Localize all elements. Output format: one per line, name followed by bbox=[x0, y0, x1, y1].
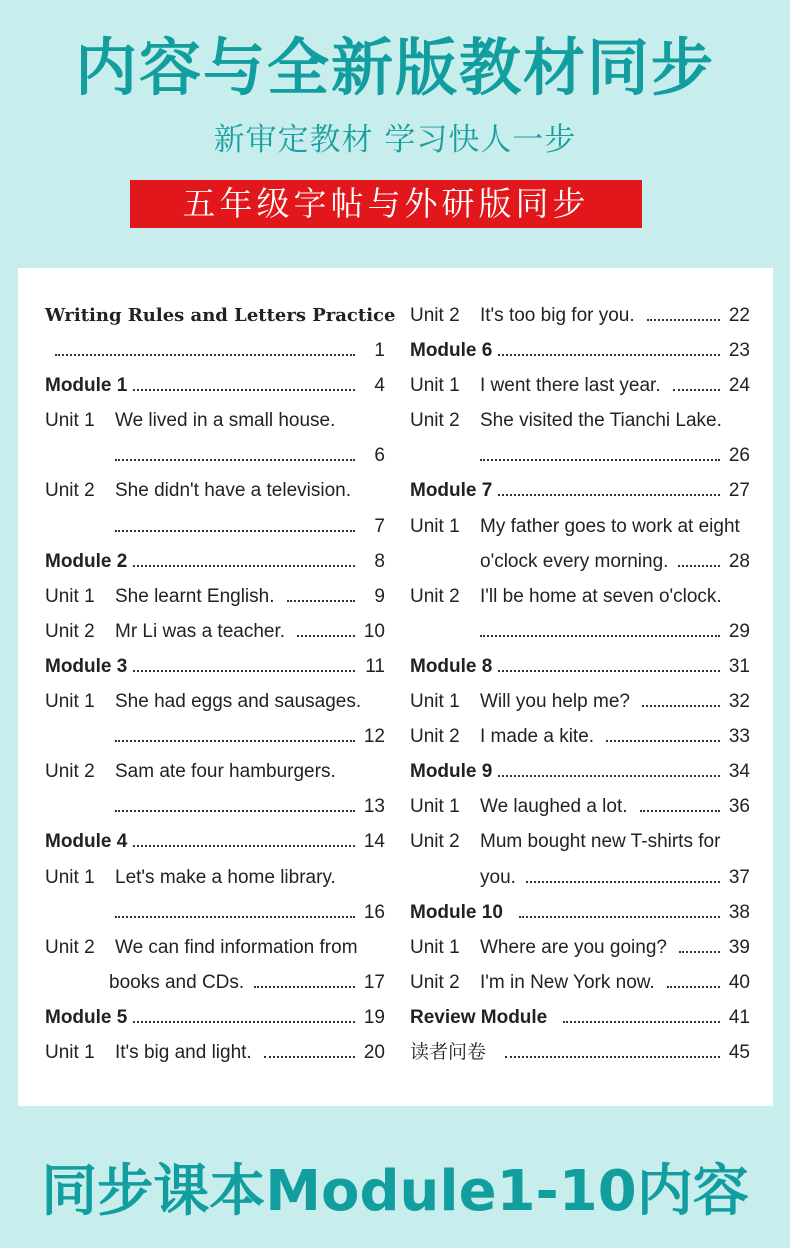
toc-entry bbox=[45, 333, 385, 368]
page-number: 7 bbox=[374, 515, 385, 537]
toc-entry bbox=[410, 368, 750, 403]
unit-label: Unit 1 bbox=[45, 585, 95, 607]
page-number: 6 bbox=[374, 445, 385, 467]
toc-entry bbox=[45, 509, 385, 544]
unit-label: Unit 2 bbox=[410, 726, 460, 748]
page-subtitle: 新审定教材 学习快人一步 bbox=[213, 122, 577, 158]
footer-slogan: 同步课本Module1-10内容 bbox=[41, 1159, 749, 1224]
unit-label: Unit 1 bbox=[410, 936, 460, 958]
page-number: 19 bbox=[363, 1006, 385, 1028]
dot-leader bbox=[115, 530, 355, 532]
dot-leader bbox=[678, 565, 720, 567]
unit-label: Unit 2 bbox=[45, 761, 95, 783]
dot-leader bbox=[679, 951, 720, 953]
toc-left-column bbox=[45, 298, 396, 1070]
unit-title-continued: o'clock every morning. bbox=[480, 550, 669, 572]
toc-entry bbox=[45, 860, 385, 895]
page-number: 27 bbox=[728, 480, 750, 502]
grade-banner: 五年级字帖与外研版同步 bbox=[130, 180, 642, 228]
page-number: 16 bbox=[363, 901, 385, 923]
module-label: Review Module bbox=[410, 1006, 548, 1028]
dot-leader bbox=[673, 389, 720, 391]
toc-entry bbox=[410, 473, 750, 508]
page-number: 45 bbox=[728, 1041, 750, 1063]
dot-leader bbox=[606, 740, 720, 742]
toc-entry bbox=[410, 544, 750, 579]
unit-label: Unit 1 bbox=[45, 1041, 95, 1063]
page-number: 36 bbox=[728, 796, 750, 818]
unit-label: Unit 2 bbox=[410, 971, 460, 993]
page-number: 28 bbox=[728, 550, 750, 572]
module-label: Module 6 bbox=[410, 340, 493, 362]
toc-entry bbox=[410, 509, 750, 544]
toc-entry bbox=[410, 298, 750, 333]
page-number: 13 bbox=[363, 796, 385, 818]
toc-entry bbox=[410, 895, 750, 930]
toc-entry bbox=[45, 895, 385, 930]
toc-entry bbox=[45, 824, 385, 859]
page-number: 23 bbox=[728, 340, 750, 362]
dot-leader bbox=[505, 1056, 720, 1058]
unit-title: My father goes to work at eight bbox=[480, 515, 740, 537]
toc-entry bbox=[45, 403, 385, 438]
dot-leader bbox=[287, 600, 356, 602]
unit-label: Unit 2 bbox=[45, 620, 95, 642]
toc-entry bbox=[410, 1000, 750, 1035]
toc-entry bbox=[410, 333, 750, 368]
unit-label: Unit 1 bbox=[45, 410, 95, 432]
toc-entry bbox=[45, 544, 385, 579]
page-number: 26 bbox=[728, 445, 750, 467]
toc-entry bbox=[410, 1035, 750, 1070]
page-number: 39 bbox=[728, 936, 750, 958]
toc-entry bbox=[45, 473, 385, 508]
module-label: Module 9 bbox=[410, 761, 493, 783]
toc-entry bbox=[410, 930, 750, 965]
toc-entry bbox=[45, 789, 385, 824]
unit-label: Unit 2 bbox=[45, 936, 95, 958]
dot-leader bbox=[254, 986, 355, 988]
toc-entry bbox=[45, 754, 385, 789]
unit-title: It's big and light. bbox=[115, 1041, 252, 1063]
page-number: 10 bbox=[363, 620, 385, 642]
module-label: Module 2 bbox=[45, 550, 128, 572]
unit-title: Mum bought new T-shirts for bbox=[480, 831, 721, 853]
unit-title: She learnt English. bbox=[115, 585, 275, 607]
unit-title: Where are you going? bbox=[480, 936, 667, 958]
dot-leader bbox=[642, 705, 720, 707]
unit-label: Unit 1 bbox=[45, 691, 95, 713]
unit-title: Sam ate four hamburgers. bbox=[115, 761, 336, 783]
toc-entry bbox=[410, 438, 750, 473]
dot-leader bbox=[115, 810, 355, 812]
unit-title: I'm in New York now. bbox=[480, 971, 655, 993]
dot-leader bbox=[498, 494, 720, 496]
module-label: Module 4 bbox=[45, 831, 128, 853]
page-number: 37 bbox=[728, 866, 750, 888]
page-number: 1 bbox=[374, 340, 385, 362]
page-number: 8 bbox=[374, 550, 385, 572]
page-number: 24 bbox=[728, 375, 750, 397]
unit-title: We laughed a lot. bbox=[480, 796, 628, 818]
unit-title: Mr Li was a teacher. bbox=[115, 620, 286, 642]
dot-leader bbox=[498, 775, 720, 777]
toc-entry bbox=[45, 298, 396, 333]
dot-leader bbox=[133, 565, 355, 567]
dot-leader bbox=[133, 670, 355, 672]
unit-title: Will you help me? bbox=[480, 691, 630, 713]
toc-right-column bbox=[410, 298, 750, 1070]
unit-title-continued: you. bbox=[480, 866, 516, 888]
toc-entry bbox=[410, 824, 750, 859]
unit-title: Let's make a home library. bbox=[115, 866, 336, 888]
page-number: 41 bbox=[728, 1006, 750, 1028]
toc-entry bbox=[410, 684, 750, 719]
page-number: 40 bbox=[728, 971, 750, 993]
unit-label: Unit 1 bbox=[410, 375, 460, 397]
unit-label: Unit 2 bbox=[410, 410, 460, 432]
toc-entry bbox=[410, 403, 750, 438]
unit-label: Unit 1 bbox=[45, 866, 95, 888]
dot-leader bbox=[498, 670, 720, 672]
toc-entry bbox=[410, 965, 750, 1000]
unit-label: Unit 2 bbox=[45, 480, 95, 502]
toc-entry bbox=[45, 579, 385, 614]
unit-label: Unit 2 bbox=[410, 305, 460, 326]
page-number: 29 bbox=[728, 620, 750, 642]
module-label: Module 5 bbox=[45, 1006, 128, 1028]
toc-entry bbox=[45, 1035, 385, 1070]
table-of-contents-card bbox=[18, 268, 773, 1106]
toc-entry bbox=[45, 719, 385, 754]
module-label: Module 10 bbox=[410, 901, 503, 923]
toc-entry bbox=[410, 579, 750, 614]
unit-label: Unit 1 bbox=[410, 515, 460, 537]
unit-title: We can find information from bbox=[115, 936, 358, 958]
page-number: 9 bbox=[374, 585, 385, 607]
dot-leader bbox=[498, 354, 720, 356]
dot-leader bbox=[55, 354, 355, 356]
toc-entry bbox=[410, 754, 750, 789]
page-number: 38 bbox=[728, 901, 750, 923]
unit-label: Unit 2 bbox=[410, 585, 460, 607]
dot-leader bbox=[133, 845, 355, 847]
toc-entry bbox=[410, 649, 750, 684]
page-number: 31 bbox=[728, 655, 750, 677]
dot-leader bbox=[640, 810, 720, 812]
toc-entry bbox=[45, 649, 385, 684]
unit-label: Unit 1 bbox=[410, 796, 460, 818]
dot-leader bbox=[115, 916, 355, 918]
unit-title: I went there last year. bbox=[480, 375, 661, 397]
page-number: 11 bbox=[365, 655, 385, 677]
dot-leader bbox=[133, 389, 355, 391]
page-title: 内容与全新版教材同步 bbox=[74, 31, 715, 104]
page-number: 33 bbox=[728, 726, 750, 748]
toc-entry bbox=[410, 860, 750, 895]
toc-entry bbox=[45, 1000, 385, 1035]
dot-leader bbox=[480, 635, 720, 637]
page-number: 20 bbox=[363, 1041, 385, 1063]
dot-leader bbox=[647, 319, 720, 321]
dot-leader bbox=[563, 1021, 720, 1023]
module-label: Module 3 bbox=[45, 655, 128, 677]
dot-leader bbox=[115, 459, 355, 461]
unit-title: I made a kite. bbox=[480, 726, 595, 748]
toc-entry bbox=[45, 368, 385, 403]
dot-leader bbox=[526, 881, 720, 883]
module-label: Module 8 bbox=[410, 655, 493, 677]
unit-label: Unit 1 bbox=[410, 691, 460, 713]
dot-leader bbox=[519, 916, 720, 918]
toc-entry bbox=[45, 614, 385, 649]
page-number: 34 bbox=[728, 761, 750, 783]
page-number: 32 bbox=[728, 691, 750, 713]
toc-entry bbox=[45, 438, 385, 473]
unit-title: She had eggs and sausages. bbox=[115, 691, 362, 713]
page-number: 17 bbox=[363, 971, 385, 993]
unit-title: It's too big for you. bbox=[480, 305, 635, 326]
page-number: 14 bbox=[363, 831, 385, 853]
page-number: 12 bbox=[363, 726, 385, 748]
unit-title: We lived in a small house. bbox=[115, 410, 336, 432]
dot-leader bbox=[480, 459, 720, 461]
dot-leader bbox=[115, 740, 355, 742]
unit-title: She didn't have a television. bbox=[115, 480, 352, 502]
dot-leader bbox=[297, 635, 355, 637]
unit-title-continued: books and CDs. bbox=[109, 971, 245, 993]
dot-leader bbox=[667, 986, 720, 988]
toc-entry bbox=[45, 684, 385, 719]
module-label: Module 1 bbox=[45, 375, 128, 397]
unit-label: Unit 2 bbox=[410, 831, 460, 853]
page-number: 22 bbox=[728, 305, 750, 326]
toc-entry bbox=[45, 965, 385, 1000]
unit-title: I'll be home at seven o'clock. bbox=[480, 585, 722, 607]
dot-leader bbox=[133, 1021, 355, 1023]
section-title: Writing Rules and Letters Practice bbox=[45, 305, 396, 326]
toc-entry bbox=[410, 719, 750, 754]
toc-entry bbox=[410, 614, 750, 649]
dot-leader bbox=[264, 1056, 355, 1058]
page-number: 4 bbox=[374, 375, 385, 397]
module-label: Module 7 bbox=[410, 480, 493, 502]
toc-entry bbox=[410, 789, 750, 824]
toc-entry bbox=[45, 930, 385, 965]
section-label: 读者问卷 bbox=[410, 1041, 487, 1063]
unit-title: She visited the Tianchi Lake. bbox=[480, 410, 722, 432]
